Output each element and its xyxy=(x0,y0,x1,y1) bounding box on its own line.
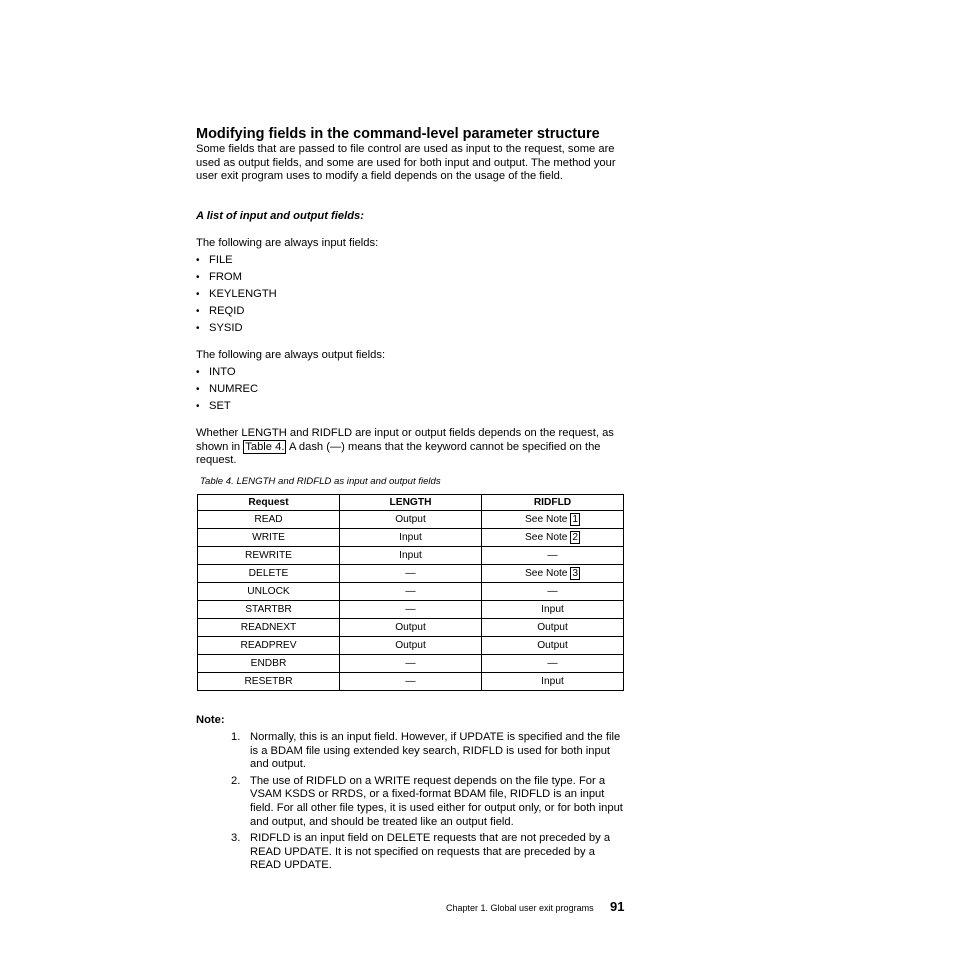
length-cell: — xyxy=(340,583,482,601)
ridfld-cell xyxy=(482,565,624,583)
length-cell: Output xyxy=(340,511,482,529)
table-caption: Table 4. LENGTH and RIDFLD as input and output fields xyxy=(200,476,441,487)
table-row xyxy=(198,547,624,565)
length-ridfld-paragraph xyxy=(196,427,620,468)
list-item: • FILE xyxy=(196,254,277,271)
table-row xyxy=(198,619,624,637)
note-text: RIDFLD is an input field on DELETE requests that are not preceded by a READ UPDATE. It is not specified on requests that are preceded by a READ UPDATE. xyxy=(250,832,611,872)
note-text: The use of RIDFLD on a WRITE request depends on the file type. For a VSAM KSDS or RRDS, or a fixed-format BDAM file, RIDFLD is an input field. For all other file types, it is used either for output only, or for both input and output, and should be treated like an output field. xyxy=(250,774,623,828)
note-item xyxy=(231,832,625,873)
footer-chapter: Chapter 1. Global user exit programs xyxy=(446,903,594,913)
ridfld-cell: Output xyxy=(482,619,624,637)
table-row xyxy=(198,637,624,655)
ridfld-cell: Input xyxy=(482,601,624,619)
table-row xyxy=(198,673,624,691)
request-cell: ENDBR xyxy=(198,655,340,673)
list-item: • REQID xyxy=(196,305,277,322)
request-cell: UNLOCK xyxy=(198,583,340,601)
table-row xyxy=(198,529,624,547)
output-fields-list xyxy=(196,366,258,417)
table-row xyxy=(198,601,624,619)
ridfld-cell: — xyxy=(482,655,624,673)
list-subheading: A list of input and output fields: xyxy=(196,210,364,222)
request-cell: DELETE xyxy=(198,565,340,583)
list-item: • FROM xyxy=(196,271,277,288)
length-cell: Output xyxy=(340,637,482,655)
note-number: 2. xyxy=(231,774,241,787)
note-number: 3. xyxy=(231,832,241,845)
table-row xyxy=(198,511,624,529)
list-item: • KEYLENGTH xyxy=(196,288,277,305)
table-row xyxy=(198,565,624,583)
ridfld-text: See Note xyxy=(525,514,571,525)
request-cell: RESETBR xyxy=(198,673,340,691)
request-cell: WRITE xyxy=(198,529,340,547)
ridfld-cell xyxy=(482,511,624,529)
note-3-link[interactable]: 3 xyxy=(572,568,578,579)
section-heading: Modifying fields in the command-level parameter structure xyxy=(196,126,600,142)
list-item: • INTO xyxy=(196,366,258,383)
length-cell: — xyxy=(340,655,482,673)
request-cell: REWRITE xyxy=(198,547,340,565)
column-header-request: Request xyxy=(198,495,340,511)
note-label: Note: xyxy=(196,714,225,726)
length-cell: Output xyxy=(340,619,482,637)
input-fields-list xyxy=(196,254,277,339)
ridfld-cell: — xyxy=(482,547,624,565)
note-text: Normally, this is an input field. However, if UPDATE is specified and the file is a BDAM file using extended key search, RIDFLD is used for both input and output. xyxy=(250,731,621,771)
list-item: • NUMREC xyxy=(196,383,258,400)
request-cell: READNEXT xyxy=(198,619,340,637)
length-cell: — xyxy=(340,565,482,583)
list-item: • SYSID xyxy=(196,322,277,339)
note-item xyxy=(231,774,625,829)
column-header-length: LENGTH xyxy=(340,495,482,511)
table-row xyxy=(198,583,624,601)
list-item: • SET xyxy=(196,400,258,417)
ridfld-cell: Output xyxy=(482,637,624,655)
request-cell: STARTBR xyxy=(198,601,340,619)
table-row xyxy=(198,655,624,673)
paragraph-text: Whether LENGTH and RIDFLD are input or output fields depends on the request, as shown in xyxy=(196,427,614,453)
column-header-ridfld: RIDFLD xyxy=(482,495,624,511)
input-fields-intro: The following are always input fields: xyxy=(196,237,379,249)
intro-paragraph: Some fields that are passed to file control are used as input to the request, some are used as output fields, and some are used for both input and output. The method your user exit program uses to modify a field depends on the usage of the field. xyxy=(196,143,616,183)
note-1-link[interactable]: 1 xyxy=(572,514,578,525)
length-ridfld-table xyxy=(197,494,624,691)
length-cell: — xyxy=(340,673,482,691)
ridfld-cell: Input xyxy=(482,673,624,691)
note-item xyxy=(231,731,625,772)
request-cell: READPREV xyxy=(198,637,340,655)
ridfld-text: See Note xyxy=(525,532,571,543)
ridfld-text: See Note xyxy=(525,568,571,579)
output-fields-intro: The following are always output fields: xyxy=(196,349,386,361)
notes-list xyxy=(231,731,625,876)
request-cell: READ xyxy=(198,511,340,529)
page-number: 91 xyxy=(610,899,625,914)
paragraph-text: A dash (—) means that the keyword cannot be specified on the request. xyxy=(196,440,601,467)
table-header-row xyxy=(198,495,624,511)
note-2-link[interactable]: 2 xyxy=(572,532,578,543)
ridfld-cell xyxy=(482,529,624,547)
ridfld-cell: — xyxy=(482,583,624,601)
length-cell: — xyxy=(340,601,482,619)
length-cell: Input xyxy=(340,529,482,547)
note-number: 1. xyxy=(231,731,241,743)
length-cell: Input xyxy=(340,547,482,565)
table-4-link[interactable]: Table 4. xyxy=(245,440,285,453)
